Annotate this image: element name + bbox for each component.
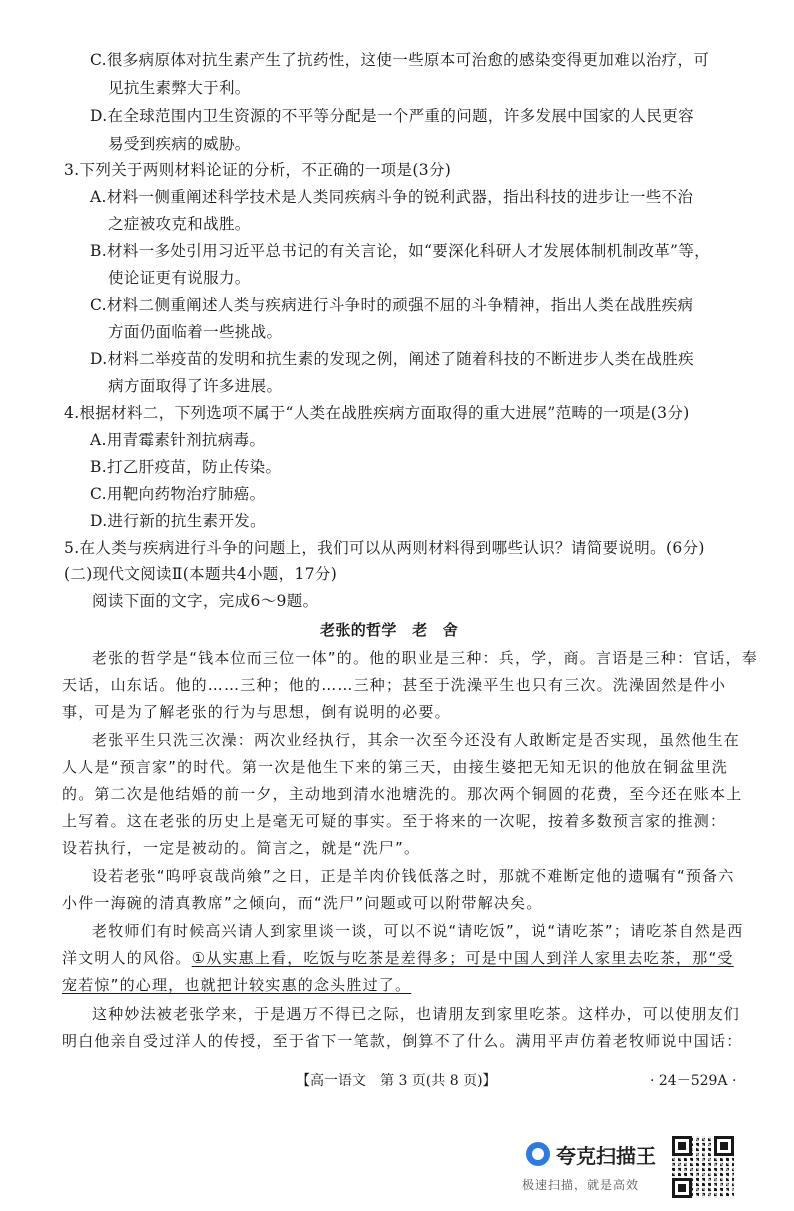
- q3-option-c-line1: C.材料二侧重阐述人类与疾病进行斗争时的顽强不屈的斗争精神，指出人类在战胜疾病: [90, 296, 694, 314]
- paragraph-2-line4: 上写着。这在老张的历史上是毫无可疑的事实。至于将来的一次呢，按着多数预言家的推测：: [62, 812, 727, 830]
- q4-option-d: D.进行新的抗生素开发。: [90, 512, 267, 530]
- q4-option-b: B.打乙肝疫苗，防止传染。: [90, 458, 282, 476]
- paragraph-2-line2: 人人是“预言家”的时代。第一次是他生下来的第三天，由接生婆把无知无识的他放在铜盆里洗: [62, 758, 728, 776]
- quark-logo-icon: [526, 1142, 550, 1166]
- question-5: 5.在人类与疾病进行斗争的问题上，我们可以从两则材料得到哪些认识？请简要说明。(6分): [64, 539, 705, 557]
- paragraph-4-line2: [62, 948, 734, 968]
- q2-option-c-line2: 见抗生素弊大于利。: [108, 79, 251, 97]
- paragraph-5-line1: 这种妙法被老张学来，于是遇万不得已之际，也请朋友到家里吃茶。这样办，可以使朋友们: [92, 1005, 741, 1023]
- article-title: 老张的哲学 老 舍: [320, 621, 459, 639]
- paragraph-2-line3: 的。第二次是他结婚的前一夕，主动地到清水池塘洗的。那次两个铜圆的花费，至今还在账本上: [62, 785, 743, 803]
- section-heading: (二)现代文阅读Ⅱ(本题共4小题，17分): [64, 565, 338, 583]
- q3-option-b-line2: 使论证更有说服力。: [108, 269, 251, 287]
- qr-code-icon: [672, 1136, 734, 1198]
- q3-option-a-line2: 之症被攻克和战胜。: [108, 215, 251, 233]
- brand-name: 夸克扫描王: [556, 1144, 656, 1168]
- q4-option-a: A.用青霉素针剂抗病毒。: [90, 431, 266, 449]
- paragraph-2-line5: 设若执行，一定是被动的。简言之，就是“洗尸”。: [62, 839, 421, 857]
- question-3: 3.下列关于两则材料论证的分析，不正确的一项是(3分): [64, 161, 452, 179]
- paragraph-1-line2: 天话，山东话。他的……三种；他的……三种；甚至于洗澡平生也只有三次。洗澡固然是件小: [62, 676, 727, 694]
- q4-option-c: C.用靶向药物治疗肺癌。: [90, 485, 266, 503]
- paragraph-2-line1: 老张平生只洗三次澡：两次业经执行，其余一次至今还没有人敢断定是否实现，虽然他生在: [92, 731, 741, 749]
- paragraph-5-line2: 明白他亲自受过洋人的传授，至于省下一笔款，倒算不了什么。满用平声仿着老牧师说中国话：: [62, 1032, 743, 1050]
- brand-slogan: 极速扫描，就是高效: [522, 1178, 640, 1192]
- underlined-sentence-1-cont: 宠若惊”的心理，也就把计较实惠的念头胜过了。: [62, 976, 412, 994]
- paragraph-1-line3: 事，可是为了解老张的行为与思想，倒有说明的必要。: [62, 703, 451, 721]
- q2-option-d-line2: 易受到疾病的威胁。: [108, 135, 251, 153]
- paragraph-4-line1: 老牧师们有时候高兴请人到家里谈一谈，可以不说“请吃饭”，说“请吃茶”；请吃茶自然是西: [92, 922, 744, 940]
- q2-option-d-line1: D.在全球范围内卫生资源的不平等分配是一个严重的问题，许多发展中国家的人民更容: [90, 107, 694, 125]
- exam-code: · 24－529A ·: [650, 1073, 737, 1089]
- question-4: 4.根据材料二，下列选项不属于“人类在战胜疾病方面取得的重大进展”范畴的一项是(3分): [64, 404, 690, 422]
- reading-instruction: 阅读下面的文字，完成6～9题。: [92, 592, 319, 610]
- q3-option-a-line1: A.材料一侧重阐述科学技术是人类同疾病斗争的锐利武器，指出科技的进步让一些不治: [90, 188, 694, 206]
- paragraph-4-plain: 洋文明人的风俗。: [62, 949, 192, 967]
- page-footer: 【高一语文 第 3 页(共 8 页)】: [296, 1073, 497, 1089]
- q3-option-c-line2: 方面仍面临着一些挑战。: [108, 323, 283, 341]
- q3-option-d-line2: 病方面取得了许多进展。: [108, 377, 283, 395]
- paragraph-3-line2: 小件一海碗的清真教席”之倾向，而“洗尸”问题或可以附带解决矣。: [62, 894, 543, 912]
- q3-option-d-line1: D.材料二举疫苗的发明和抗生素的发现之例，阐述了随着科技的不断进步人类在战胜疾: [90, 350, 694, 368]
- q2-option-c-line1: C.很多病原体对抗生素产生了抗药性，这使一些原本可治愈的感染变得更加难以治疗，可: [90, 51, 710, 69]
- q3-option-b-line1: B.材料一多处引用习近平总书记的有关言论，如“要深化科研人才发展体制机制改革”等，: [90, 242, 711, 260]
- paragraph-1-line1: 老张的哲学是“钱本位而三位一体”的。他的职业是三种：兵，学，商。言语是三种：官话，奉: [92, 649, 758, 667]
- underlined-sentence-1: ①从实惠上看，吃饭与吃茶是差得多；可是中国人到洋人家里去吃茶，那“受: [191, 949, 734, 967]
- paragraph-3-line1: 设若老张“呜呼哀哉尚飨”之日，正是羊肉价钱低落之时，那就不难断定他的遗嘱有“预备六: [92, 867, 735, 885]
